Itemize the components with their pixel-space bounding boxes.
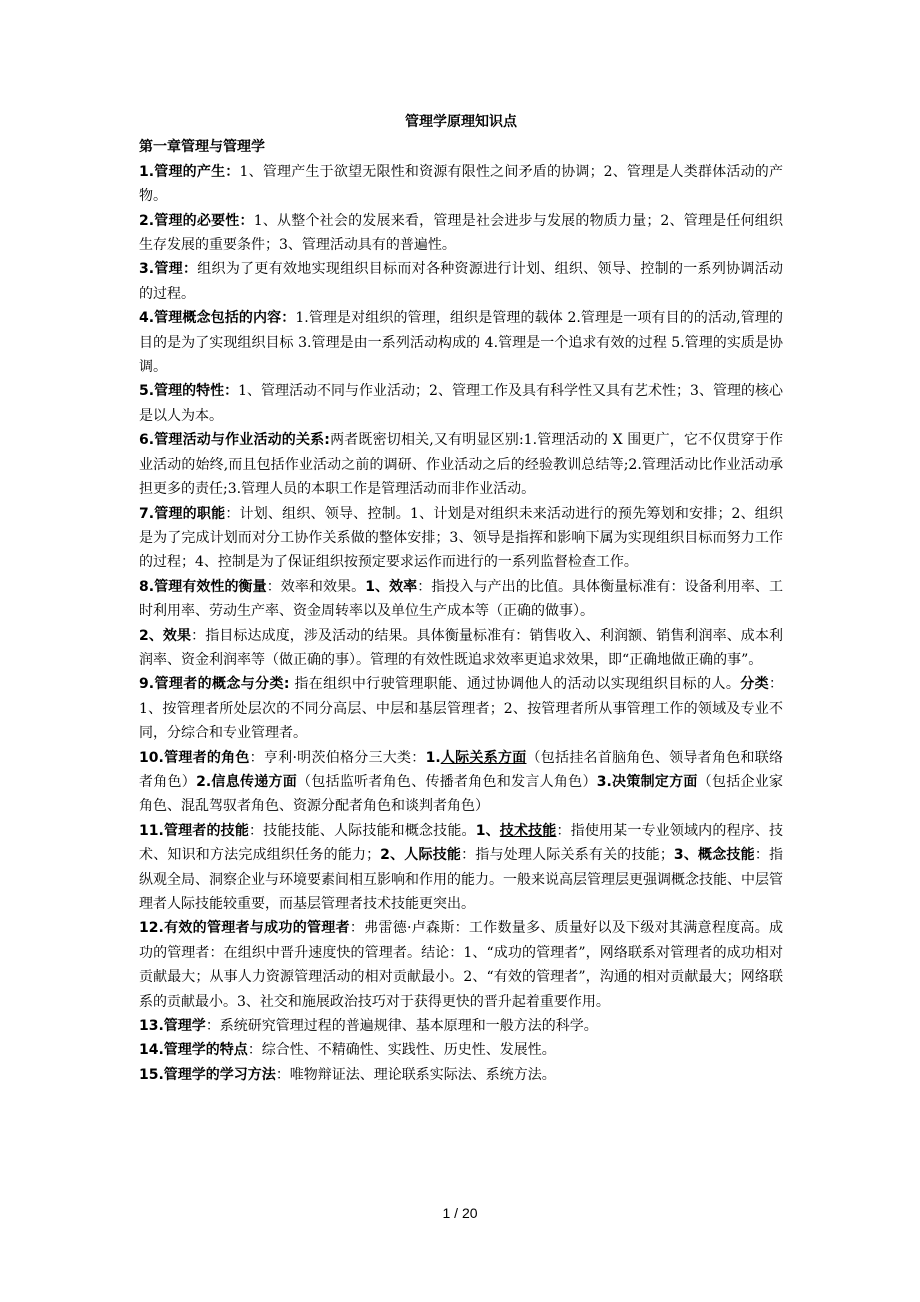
subsection-heading-underlined: 技术技能: [499, 822, 557, 839]
chapter-heading: 第一章管理与管理学: [139, 139, 265, 156]
section-text: 1、从整个社会的发展来看，管理是社会进步与发展的物质力量；2、管理是任何组织生存发展的重要条件；3、管理活动具有的普遍性。: [139, 212, 783, 254]
section-4: [139, 306, 783, 379]
section-text: ：效率和效果。: [266, 578, 366, 595]
section-11: [139, 819, 783, 917]
section-heading: 1.管理的产生：: [139, 163, 240, 180]
section-2: [139, 209, 783, 258]
section-heading: 13.管理学: [139, 1018, 206, 1035]
section-heading: 7.管理的职能: [139, 505, 226, 522]
page-number: 1 / 20: [442, 1205, 478, 1221]
section-heading: 5.管理的特性：: [139, 383, 239, 400]
section-heading: 10.管理者的角色: [139, 749, 250, 766]
subsection-heading: 1.: [425, 749, 441, 766]
subsection-heading: 分类: [740, 676, 770, 693]
section-1: [139, 160, 783, 209]
subsection-heading: 2、效果: [139, 627, 192, 644]
section-text: 1、管理产生于欲望无限性和资源有限性之间矛盾的协调；2、管理是人类群体活动的产物。: [139, 163, 784, 205]
subsection-heading: 2、人际技能: [380, 847, 462, 864]
section-8-effect: [139, 624, 783, 673]
section-6: [139, 428, 783, 501]
section-heading: 11.管理者的技能: [139, 822, 249, 839]
section-text: ：系统研究管理过程的普遍规律、基本原理和一般方法的科学。: [205, 1018, 598, 1035]
section-7: [139, 502, 783, 575]
document-title: 管理学原理知识点: [405, 114, 517, 130]
section-14: [139, 1038, 783, 1062]
section-text: ：综合性、不精确性、实践性、历史性、发展性。: [247, 1042, 556, 1059]
section-text: （包括监听者角色、传播者角色和发言人角色）: [297, 773, 597, 790]
section-text: ：弗雷德·卢森斯：工作数量多、质量好以及下级对其满意程度高。成功的管理者：在组织中晋升速度快的管理者。结论：1、“成功的管理者”，网络联系对管理者的成功相对贡献最大；从事人力资源管理活动的相对贡献最小。2、“有效的管理者”，沟通的相对贡献最大；网络联系的贡献最小。3、社交和施展政治技巧对于获得更快的晋升起着重要作用。: [139, 920, 783, 1010]
section-text: ：指与处理人际关系有关的技能；: [461, 847, 674, 864]
subsection-heading: 1、: [475, 822, 500, 839]
section-text: （包括企业家角色、混乱驾驭者角色、资源分配者角色和谈判者角色）: [139, 773, 784, 815]
section-heading: 12.有效的管理者与成功的管理者: [139, 920, 350, 937]
section-8: [139, 575, 783, 624]
section-heading: 9.管理者的概念与分类:: [139, 676, 290, 693]
section-12: [139, 916, 783, 1014]
subsection-heading-underlined: 人际关系方面: [440, 749, 527, 766]
subsection-heading: 1、效率: [365, 578, 418, 595]
section-heading: 2.管理的必要性：: [139, 212, 254, 229]
section-text: ：指投入与产出的比值。具体衡量标准有：设备利用率、工时利用率、劳动生产率、资金周转率以及单位生产成本等（正确的做事）。: [139, 578, 784, 620]
section-heading: 6.管理活动与作业活动的关系:: [139, 432, 330, 449]
section-text: ：亨利·明茨伯格分三大类：: [249, 749, 426, 766]
section-13: [139, 1014, 783, 1038]
section-text: 1、管理活动不同与作业活动；2、管理工作及具有科学性又具有艺术性；3、管理的核心是以人为本。: [139, 383, 783, 424]
section-text: ：指纵观全局、洞察企业与环境要素间相互影响和作用的能力。一般来说高层管理层更强调概念技能、中层管理者人际技能较重要，而基层管理者技术技能更突出。: [139, 847, 784, 912]
section-heading: 8.管理有效性的衡量: [139, 578, 267, 595]
section-heading: 4.管理概念包括的内容：: [139, 310, 296, 327]
section-text: ：指使用某一专业领域内的程序、技术、知识和方法完成组织任务的能力；: [139, 822, 784, 864]
section-text: 组织为了更有效地实现组织目标而对各种资源进行计划、组织、领导、控制的一系列协调活动的过程。: [139, 261, 784, 302]
section-9: [139, 672, 783, 745]
section-text: ：指目标达成度，涉及活动的结果。具体衡量标准有：销售收入、利润额、销售利润率、成本利润率、资金利润率等（做正确的事）。管理的有效性既追求效率更追求效果，即“正确地做正确的事”。: [139, 627, 783, 668]
section-text: 指在组织中行驶管理职能、通过协调他人的活动以实现组织目标的人。: [289, 676, 741, 693]
section-text: （包括挂名首脑角色、领导者角色和联络者角色）: [139, 749, 784, 790]
section-text: ：技能技能、人际技能和概念技能。: [248, 822, 476, 839]
subsection-heading: 3.决策制定方面: [596, 773, 698, 790]
section-text: ：唯物辩证法、理论联系实际法、系统方法。: [275, 1066, 556, 1083]
section-heading: 3.管理：: [139, 261, 198, 278]
section-text: ：1、按管理者所处层次的不同分高层、中层和基层管理者；2、按管理者所从事管理工作的领域及专业不同，分综合和专业管理者。: [139, 676, 784, 742]
section-heading: 15.管理学的学习方法: [139, 1066, 276, 1083]
section-15: [139, 1063, 783, 1087]
section-text: 两者既密切相关,又有明显区别:1.管理活动的 X 围更广，它不仅贯穿于作业活动的始终,而且包括作业活动之前的调研、作业活动之后的经验教训总结等;2.管理活动比作业活动承担更多的责任;3.管理人员的本职工作是管理活动而非作业活动。: [139, 432, 783, 498]
subsection-heading: 3、概念技能: [673, 847, 755, 864]
document-body: [139, 110, 783, 1087]
section-5: [139, 379, 783, 428]
section-heading: 14.管理学的特点: [139, 1042, 248, 1059]
subsection-heading: 2.信息传递方面: [196, 773, 298, 790]
section-10: [139, 746, 783, 819]
section-text: ：计划、组织、领导、控制。1、计划是对组织未来活动进行的预先筹划和安排；2、组织是为了完成计划而对分工协作关系做的整体安排；3、领导是指挥和影响下属为实现组织目标而努力工作的过程；4、控制是为了保证组织按预定要求运作而进行的一系列监督检查工作。: [139, 505, 784, 571]
section-text: 1.管理是对组织的管理，组织是管理的载体 2.管理是一项有目的的活动,管理的目的是为了实现组织目标 3.管理是由一系列活动构成的 4.管理是一个追求有效的过程 5.管理的实质是协调。: [139, 310, 783, 376]
section-3: [139, 257, 783, 306]
